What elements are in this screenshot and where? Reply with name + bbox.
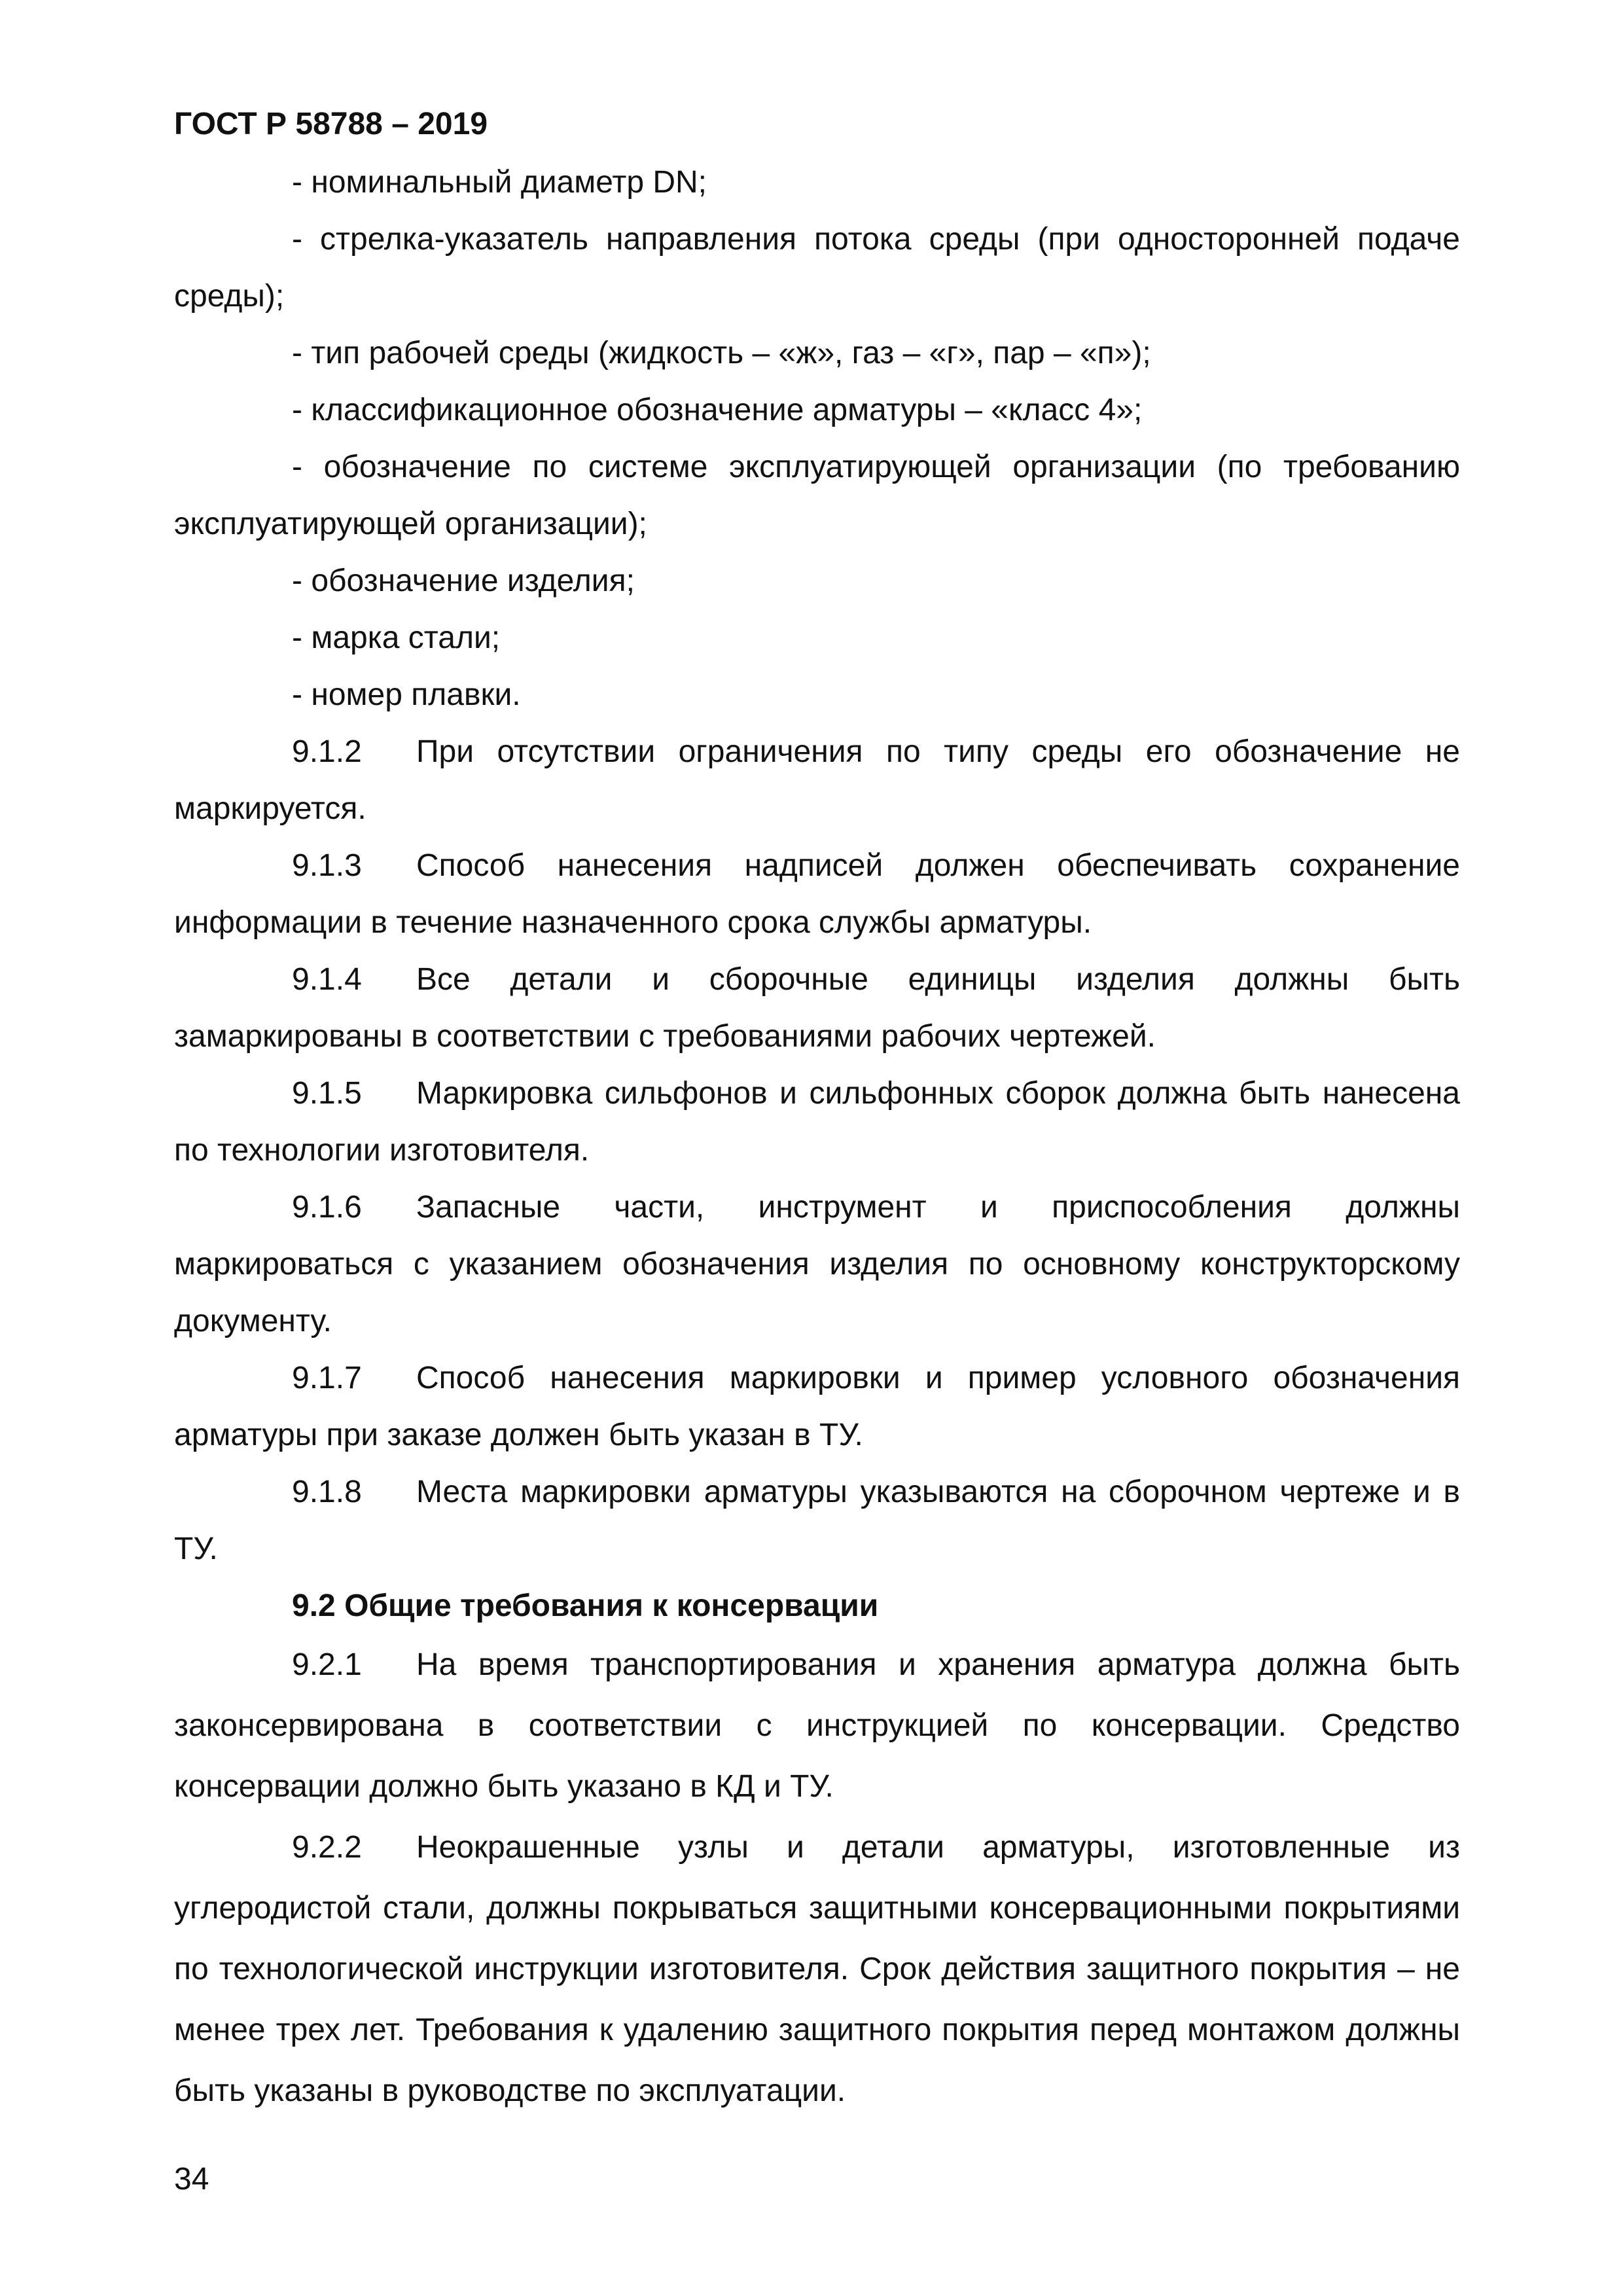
clause-number: 9.1.8 <box>292 1475 362 1509</box>
clause-9-1-7 <box>174 1350 1460 1463</box>
list-item: - номинальный диаметр DN; <box>292 165 707 200</box>
clause-number: 9.1.6 <box>292 1190 362 1225</box>
clause-9-2-2 <box>174 1817 1460 2121</box>
clause-text: Способ нанесения надписей должен обеспечивать сохранение информации в течение назначенного срока службы арматуры. <box>174 848 1460 940</box>
clause-9-1-3 <box>174 837 1460 951</box>
clause-9-1-2 <box>174 723 1460 837</box>
clause-number: 9.1.5 <box>292 1076 362 1111</box>
list-item: - классификационное обозначение арматуры – «класс 4»; <box>292 393 1143 427</box>
clause-text: Способ нанесения маркировки и пример условного обозначения арматуры при заказе должен быть указан в ТУ. <box>174 1361 1460 1452</box>
clause-9-1-4 <box>174 951 1460 1065</box>
clause-text: Места маркировки арматуры указываются на сборочном чертеже и в ТУ. <box>174 1475 1460 1566</box>
section-heading: 9.2 Общие требования к консервации <box>292 1588 879 1623</box>
list-item: - стрелка-указатель направления потока среды (при односторонней подаче среды); <box>174 222 1460 314</box>
list-item: - тип рабочей среды (жидкость – «ж», газ – «г», пар – «п»); <box>292 336 1151 370</box>
page-body <box>174 154 1460 2121</box>
clause-text: На время транспортирования и хранения арматура должна быть законсервирована в соответствии с инструкцией по консервации. Средство консервации должно быть указано в КД и ТУ. <box>174 1647 1460 1804</box>
clause-9-1-8 <box>174 1463 1460 1577</box>
document-header: ГОСТ Р 58788 – 2019 <box>174 107 488 141</box>
clause-number: 9.1.4 <box>292 962 362 997</box>
list-item: - номер плавки. <box>292 677 521 712</box>
clause-text: При отсутствии ограничения по типу среды его обозначение не маркируется. <box>174 734 1460 826</box>
clause-number: 9.1.3 <box>292 848 362 883</box>
clause-number: 9.2.2 <box>292 1830 362 1865</box>
clause-9-1-6 <box>174 1179 1460 1350</box>
list-item: - обозначение по системе эксплуатирующей организации (по требованию эксплуатирующей организации); <box>174 450 1460 541</box>
clause-text: Маркировка сильфонов и сильфонных сборок должна быть нанесена по технологии изготовителя. <box>174 1076 1460 1168</box>
list-item: - обозначение изделия; <box>292 564 635 598</box>
clause-number: 9.2.1 <box>292 1647 362 1682</box>
clause-number: 9.1.2 <box>292 734 362 769</box>
clause-text: Запасные части, инструмент и приспособления должны маркироваться с указанием обозначения изделия по основному конструкторскому документу. <box>174 1190 1460 1338</box>
clause-9-1-5 <box>174 1065 1460 1179</box>
clause-text: Неокрашенные узлы и детали арматуры, изготовленные из углеродистой стали, должны покрываться защитными консервационными покрытиями по технологической инструкции изготовителя. Срок действия защитного покрытия – не менее трех лет. Требования к удалению защитного покрытия перед монтажом должны быть указаны в руководстве по эксплуатации. <box>174 1830 1460 2108</box>
clause-9-2-1 <box>174 1634 1460 1817</box>
clause-number: 9.1.7 <box>292 1361 362 1395</box>
list-item: - марка стали; <box>292 620 501 655</box>
page-number: 34 <box>174 2162 209 2197</box>
clause-text: Все детали и сборочные единицы изделия должны быть замаркированы в соответствии с требованиями рабочих чертежей. <box>174 962 1460 1054</box>
